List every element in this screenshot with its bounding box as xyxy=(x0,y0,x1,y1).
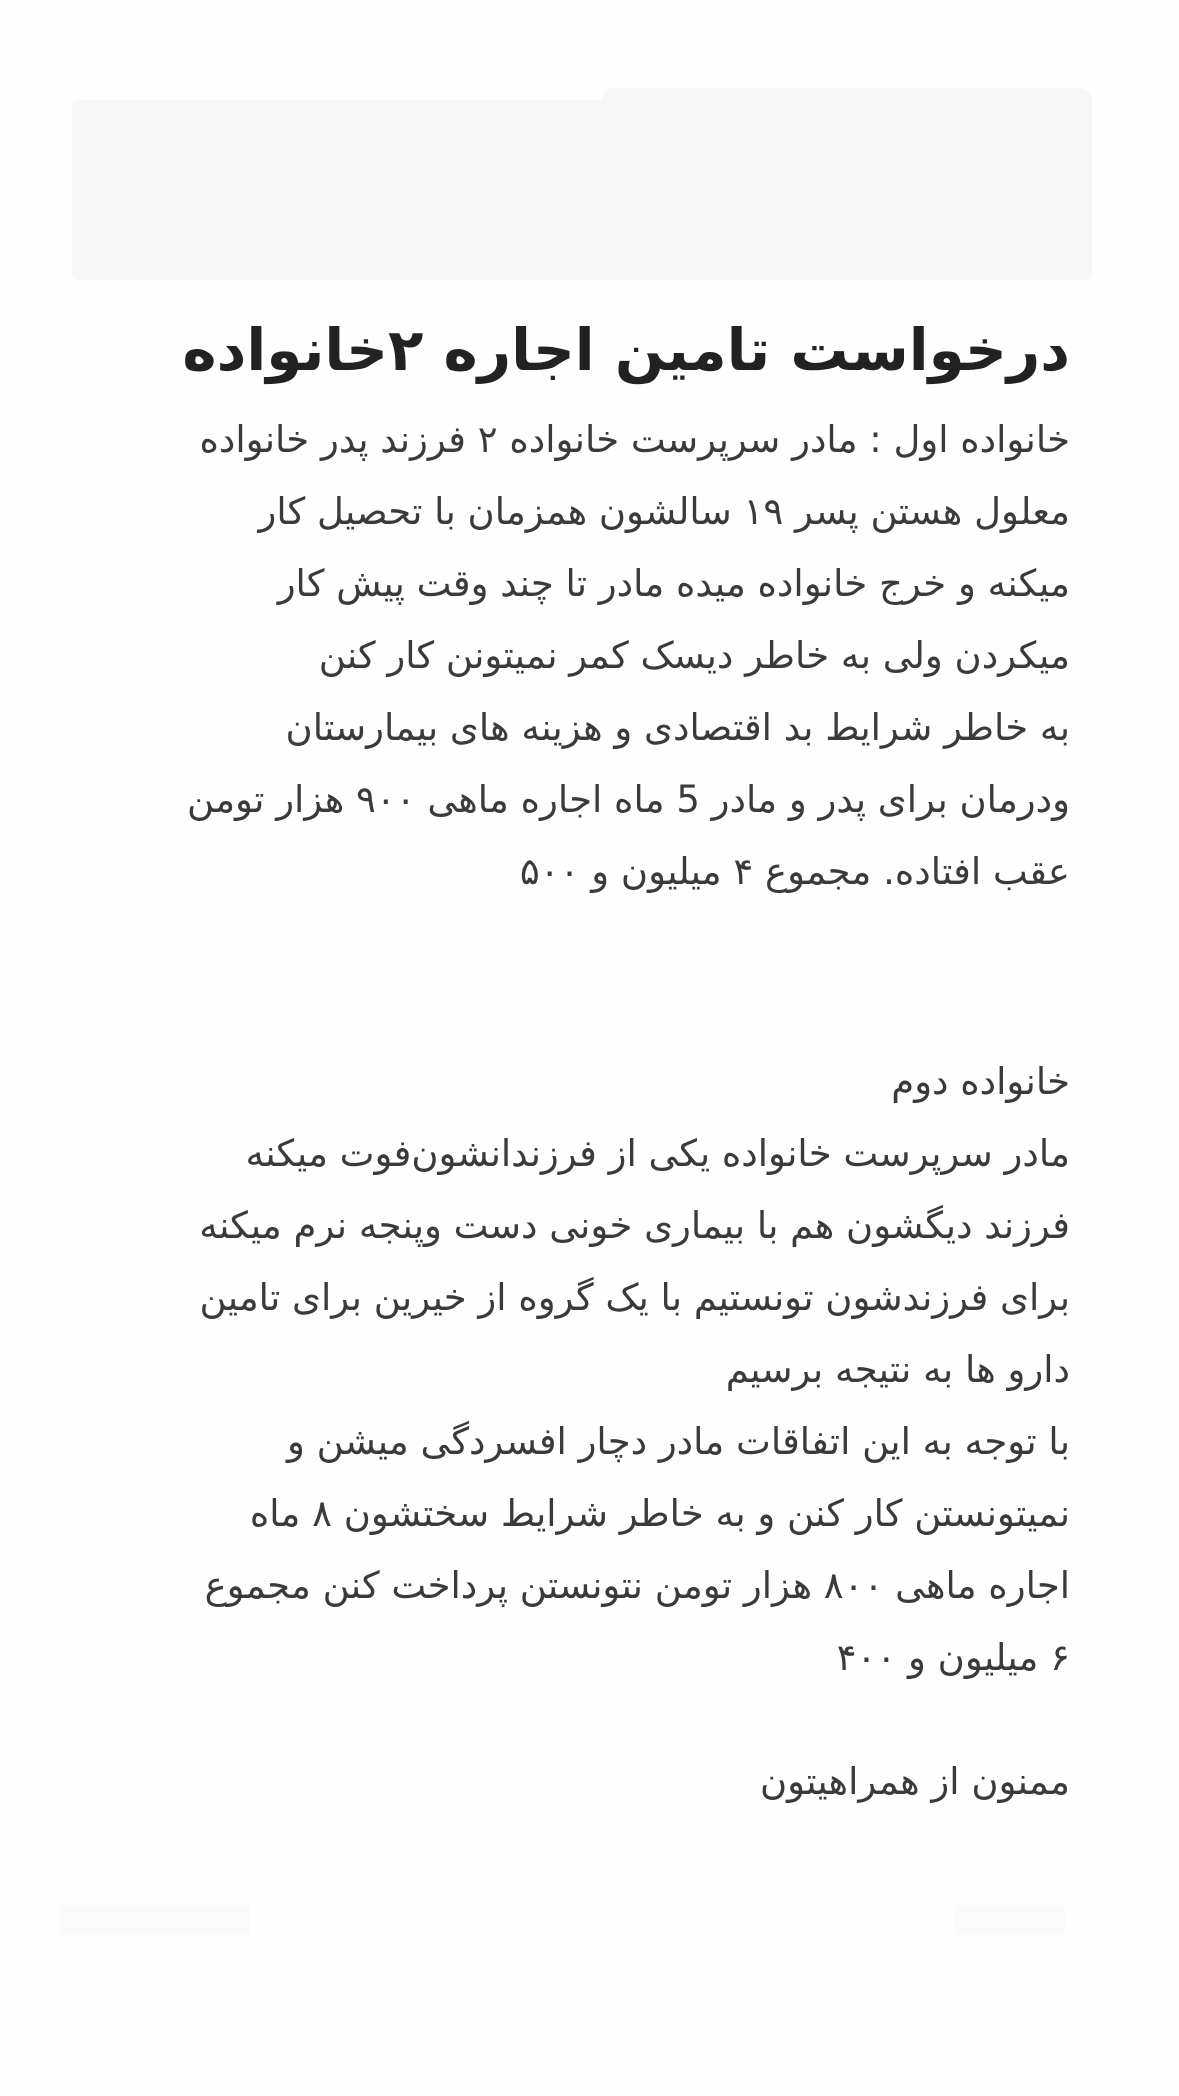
paragraph-spacer xyxy=(100,908,1070,1046)
text-line: خانواده دوم xyxy=(891,1060,1070,1103)
text-line: میکردن ولی به خاطر دیسک کمر نمیتونن کار کنن xyxy=(318,634,1070,677)
family-one-paragraph xyxy=(100,404,1070,908)
text-line: اجاره ماهی ۸۰۰ هزار تومن نتونستن پرداخت کنن مجموع xyxy=(204,1564,1070,1607)
text-line: نمیتونستن کار کنن و به خاطر شرایط سختشون ۸ ماه xyxy=(249,1492,1070,1535)
header-image-placeholder xyxy=(72,100,1092,280)
post-title: درخواست تامین اجاره ۲خانواده xyxy=(182,316,1070,384)
text-line: مادر سرپرست خانواده یکی از فرزندانشون‌فوت میکنه xyxy=(245,1132,1070,1175)
text-line: میکنه و خرج خانواده میده مادر تا چند وقت پیش کار xyxy=(277,562,1070,605)
family-two-paragraph xyxy=(100,1046,1070,1694)
text-line: دارو ها به نتیجه برسیم xyxy=(725,1348,1070,1391)
text-line: عقب افتاده. مجموع ۴ میلیون و ۵۰۰ xyxy=(519,850,1070,893)
text-line: معلول هستن پسر ۱۹ سالشون همزمان با تحصیل کار xyxy=(258,490,1070,533)
text-line: ودرمان برای پدر و مادر 5 ماه اجاره ماهی ۹۰۰ هزار تومن xyxy=(187,778,1070,821)
post-content xyxy=(100,300,1070,1818)
closing-paragraph xyxy=(100,1746,1070,1818)
footer-faded-area xyxy=(955,1905,1065,1935)
text-line: برای فرزندشون تونستیم با یک گروه از خیرین برای تامین xyxy=(199,1276,1070,1319)
text-line: به خاطر شرایط بد اقتصادی و هزینه های بیمارستان xyxy=(285,706,1070,749)
footer-faded-area xyxy=(60,1905,250,1935)
text-line: ۶ میلیون و ۴۰۰ xyxy=(836,1636,1070,1679)
text-line: فرزند دیگشون هم با بیماری خونی دست وپنجه نرم میکنه xyxy=(199,1204,1070,1247)
text-line: با توجه به این اتفاقات مادر دچار افسردگی میشن و xyxy=(286,1420,1070,1463)
paragraph-spacer xyxy=(100,1694,1070,1746)
text-line: خانواده اول : مادر سرپرست خانواده ۲ فرزند پدر خانواده xyxy=(199,418,1070,461)
closing-line: ممنون از همراهیتون xyxy=(759,1760,1070,1803)
